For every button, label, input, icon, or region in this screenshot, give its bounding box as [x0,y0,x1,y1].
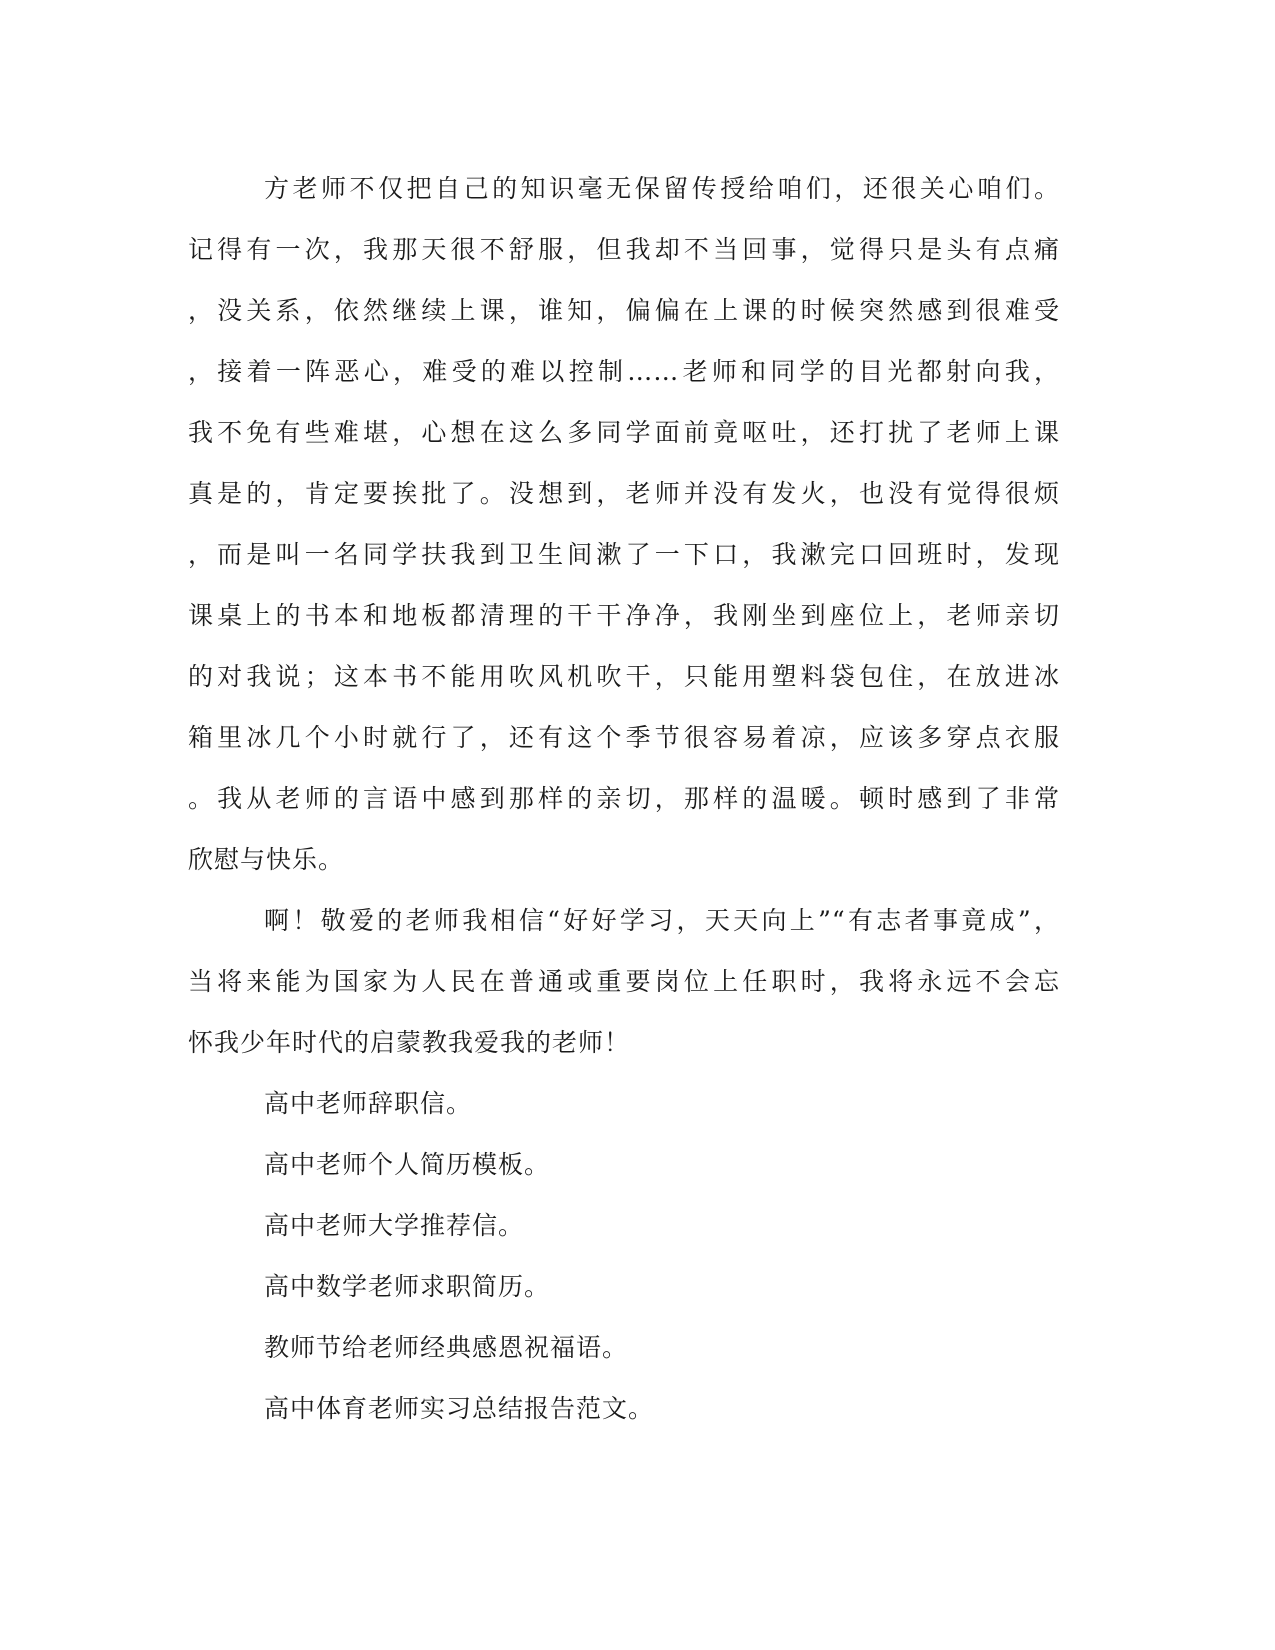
paragraph-line: 箱里冰几个小时就行了，还有这个季节很容易着凉，应该多穿点衣服 [188,723,1060,752]
paragraph-line: 方老师不仅把自己的知识毫无保留传授给咱们，还很关心咱们。 [264,174,1060,203]
related-title[interactable]: 高中老师个人简历模板。 [264,1150,551,1179]
paragraph-line: 欣慰与快乐。 [188,845,345,874]
paragraph-line: 课桌上的书本和地板都清理的干干净净，我刚坐到座位上，老师亲切 [188,601,1060,630]
related-title[interactable]: 高中数学老师求职简历。 [264,1272,551,1301]
paragraph-line: 怀我少年时代的启蒙教我爱我的老师！ [188,1028,631,1057]
paragraph-line: 当将来能为国家为人民在普通或重要岗位上任职时，我将永远不会忘 [188,967,1060,996]
paragraph-closing [188,890,1060,1073]
paragraph-line: ，而是叫一名同学扶我到卫生间漱了一下口，我漱完口回班时，发现 [188,540,1060,569]
related-titles-list [188,1073,1060,1439]
paragraph-line: 真是的，肯定要挨批了。没想到，老师并没有发火，也没有觉得很烦 [188,479,1060,508]
paragraph-line: ，接着一阵恶心，难受的难以控制……老师和同学的目光都射向我， [188,357,1060,386]
paragraph-line: ，没关系，依然继续上课，谁知，偏偏在上课的时候突然感到很难受 [188,296,1060,325]
paragraph-line: 记得有一次，我那天很不舒服，但我却不当回事，觉得只是头有点痛 [188,235,1060,264]
related-title[interactable]: 教师节给老师经典感恩祝福语。 [264,1333,629,1362]
document-body [188,158,1060,1439]
related-title[interactable]: 高中体育老师实习总结报告范文。 [264,1394,655,1423]
related-title[interactable]: 高中老师辞职信。 [264,1089,473,1118]
paragraph-teacher-care [188,158,1060,890]
paragraph-line: 的对我说；这本书不能用吹风机吹干，只能用塑料袋包住，在放进冰 [188,662,1060,691]
paragraph-line: 我不免有些难堪，心想在这么多同学面前竟呕吐，还打扰了老师上课 [188,418,1060,447]
paragraph-line: 。我从老师的言语中感到那样的亲切，那样的温暖。顿时感到了非常 [188,784,1060,813]
related-title[interactable]: 高中老师大学推荐信。 [264,1211,525,1240]
paragraph-line: 啊！敬爱的老师我相信“好好学习，天天向上”“有志者事竟成”， [264,906,1060,935]
